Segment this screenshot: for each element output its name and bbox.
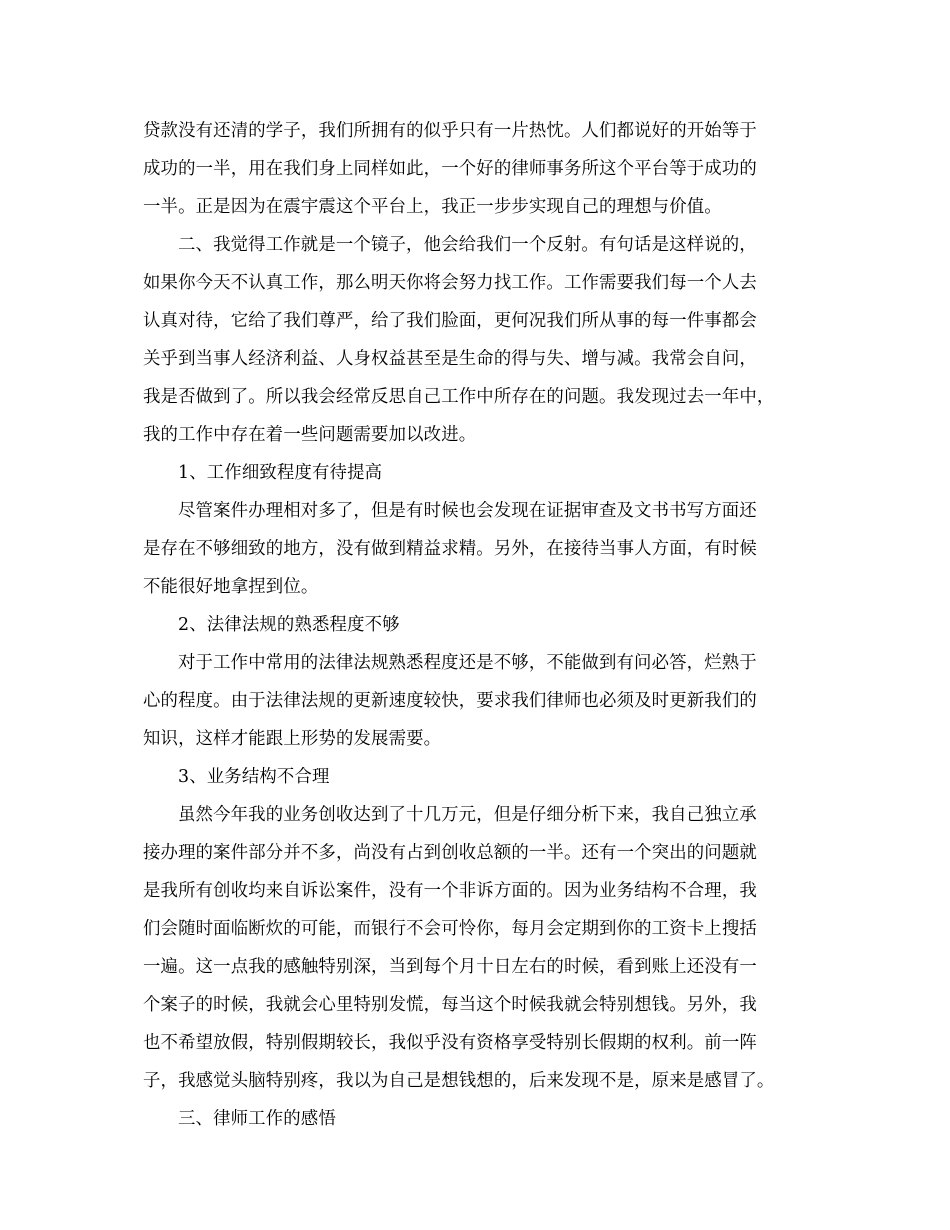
text-line: 一遍。这一点我的感触特别深，当到每个月十日左右的时候，看到账上还没有一 (143, 957, 757, 977)
text-line: 也不希望放假，特别假期较长，我似乎没有资格享受特别长假期的权利。前一阵 (143, 1033, 757, 1053)
text-line: 认真对待，它给了我们尊严，给了我们脸面，更何况我们所从事的每一件事都会 (143, 311, 757, 331)
text-line: 一半。正是因为在震宇震这个平台上，我正一步步实现自己的理想与价值。 (143, 197, 722, 217)
subheading-line: 3、业务结构不合理 (178, 767, 330, 787)
text-line: 我是否做到了。所以我会经常反思自己工作中所存在的问题。我发现过去一年中， (143, 387, 775, 407)
paragraph-start-line: 对于工作中常用的法律法规熟悉程度还是不够，不能做到有问必答，烂熟于 (178, 653, 757, 673)
text-line: 是我所有创收均来自诉讼案件，没有一个非诉方面的。因为业务结构不合理，我 (143, 881, 757, 901)
text-line: 不能很好地拿捏到位。 (143, 577, 319, 597)
text-line: 我的工作中存在着一些问题需要加以改进。 (143, 425, 477, 445)
section-heading-line: 三、律师工作的感悟 (178, 1109, 336, 1129)
text-line: 如果你今天不认真工作，那么明天你将会努力找工作。工作需要我们每一个人去 (143, 273, 757, 293)
subheading-line: 1、工作细致程度有待提高 (178, 463, 383, 483)
text-line: 成功的一半，用在我们身上同样如此，一个好的律师事务所这个平台等于成功的 (143, 159, 757, 179)
text-line: 贷款没有还清的学子，我们所拥有的似乎只有一片热忱。人们都说好的开始等于 (143, 121, 757, 141)
paragraph-start-line: 虽然今年我的业务创收达到了十几万元，但是仔细分析下来，我自己独立承 (178, 805, 757, 825)
subheading-line: 2、法律法规的熟悉程度不够 (178, 615, 400, 635)
text-line: 心的程度。由于法律法规的更新速度较快，要求我们律师也必须及时更新我们的 (143, 691, 757, 711)
text-line: 们会随时面临断炊的可能，而银行不会可怜你，每月会定期到你的工资卡上搜括 (143, 919, 757, 939)
document-body (143, 112, 813, 1138)
text-line: 知识，这样才能跟上形势的发展需要。 (143, 729, 442, 749)
text-line: 个案子的时候，我就会心里特别发慌，每当这个时候我就会特别想钱。另外，我 (143, 995, 757, 1015)
text-line: 接办理的案件部分并不多，尚没有占到创收总额的一半。还有一个突出的问题就 (143, 843, 757, 863)
text-line: 子，我感觉头脑特别疼，我以为自己是想钱想的，后来发现不是，原来是感冒了。 (143, 1071, 775, 1091)
paragraph-start-line: 尽管案件办理相对多了，但是有时候也会发现在证据审查及文书书写方面还 (178, 501, 757, 521)
text-line: 是存在不够细致的地方，没有做到精益求精。另外，在接待当事人方面，有时候 (143, 539, 757, 559)
section-heading-line: 二、我觉得工作就是一个镜子，他会给我们一个反射。有句话是这样说的， (178, 235, 757, 255)
text-line: 关乎到当事人经济利益、人身权益甚至是生命的得与失、增与减。我常会自问， (143, 349, 757, 369)
